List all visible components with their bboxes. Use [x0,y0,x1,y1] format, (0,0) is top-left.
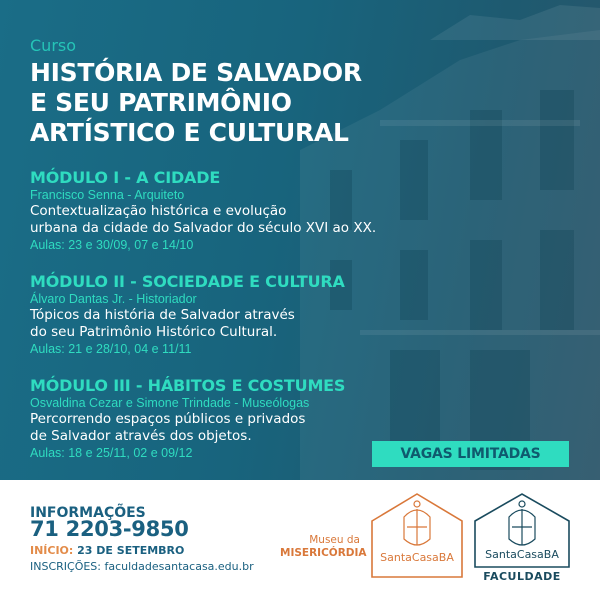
museum-name-line-1: Museu da [309,534,360,546]
faculdade-label: FACULDADE [483,570,561,583]
course-title-line-3: ARTÍSTICO E CULTURAL [30,118,349,147]
course-title-line-1: HISTÓRIA DE SALVADOR [30,58,362,87]
module-1-description-line-2: urbana da cidade do Salvador do século XVI ao XX. [30,220,377,236]
module-3-author: Osvaldina Cezar e Simone Trindade - Museólogas [30,396,310,410]
start-date-label: INÍCIO: [30,544,74,557]
module-2-author: Álvaro Dantas Jr. - Historiador [30,292,197,306]
module-2-description-line-2: do seu Patrimônio Histórico Cultural. [30,324,278,340]
museum-logo-text: SantaCasaBA [380,551,454,564]
module-1-description-line-1: Contextualização histórica e evolução [30,203,287,219]
module-2-title: MÓDULO II - SOCIEDADE E CULTURA [30,272,345,291]
faculdade-logo-text: SantaCasaBA [485,548,559,561]
module-1-dates: Aulas: 23 e 30/09, 07 e 14/10 [30,238,194,252]
module-3-dates: Aulas: 18 e 25/11, 02 e 09/12 [30,446,193,460]
info-phone[interactable]: 71 2203-9850 [30,517,189,541]
registration-link[interactable]: INSCRIÇÕES: faculdadesantacasa.edu.br [30,560,254,573]
module-3-description-line-2: de Salvador através dos objetos. [30,428,252,444]
module-1 [30,168,580,254]
museum-name-line-2: MISERICÓRDIA [280,547,367,559]
module-3-title: MÓDULO III - HÁBITOS E COSTUMES [30,376,346,395]
footer-section [0,480,600,600]
module-3-description-line-1: Percorrendo espaços públicos e privados [30,411,306,427]
module-2-dates: Aulas: 21 e 28/10, 04 e 11/11 [30,342,192,356]
course-label: Curso [30,36,77,55]
module-1-author: Francisco Senna - Arquiteto [30,188,185,202]
faculdade-crest-icon [509,501,535,545]
module-1-title: MÓDULO I - A CIDADE [30,168,221,187]
module-2 [30,272,580,358]
museum-logo [369,491,465,579]
limited-spots-badge: VAGAS LIMITADAS [372,441,569,467]
module-2-description-line-1: Tópicos da história de Salvador através [30,307,295,323]
crest-icon [404,501,430,545]
course-title-line-2: E SEU PATRIMÔNIO [30,88,292,117]
start-date [30,544,184,557]
info-title: INFORMAÇÕES [30,505,146,521]
start-date-value: 23 DE SETEMBRO [77,544,185,557]
museum-name [280,534,367,560]
